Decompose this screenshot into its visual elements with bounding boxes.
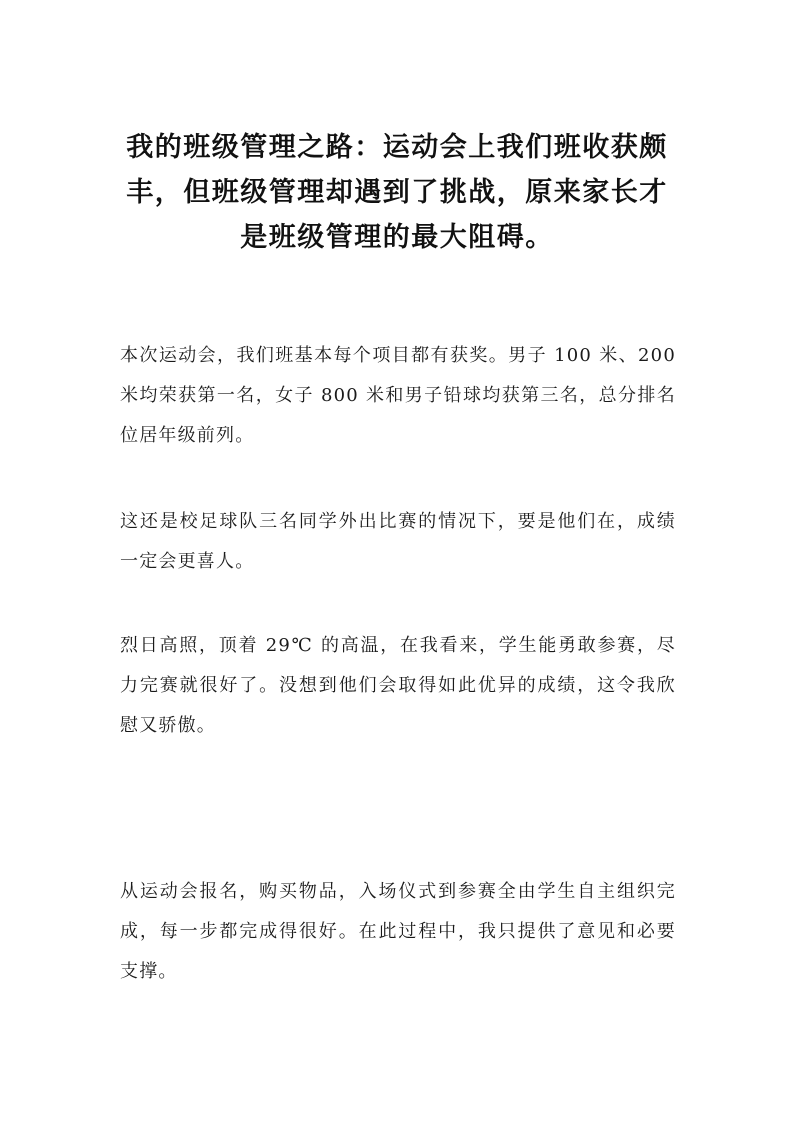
paragraph-high-temperature: 烈日高照，顶着 29℃ 的高温，在我看来，学生能勇敢参赛，尽力完赛就很好了。没想到他们会取得如此优异的成绩，这令我欣慰又骄傲。	[120, 635, 676, 736]
paragraph-sports-results: 本次运动会，我们班基本每个项目都有获奖。男子 100 米、200 米均荣获第一名，女子 800 米和男子铅球均获第三名，总分排名位居年级前列。	[120, 345, 676, 446]
article-title: 我的班级管理之路：运动会上我们班收获颇丰，但班级管理却遇到了挑战，原来家长才是班级管理的最大阻碍。	[126, 132, 668, 253]
paragraph-student-organization: 从运动会报名，购买物品，入场仪式到参赛全由学生自主组织完成，每一步都完成得很好。在此过程中，我只提供了意见和必要支撑。	[120, 881, 676, 982]
paragraph-football-team: 这还是校足球队三名同学外出比赛的情况下，要是他们在，成绩一定会更喜人。	[120, 511, 676, 572]
